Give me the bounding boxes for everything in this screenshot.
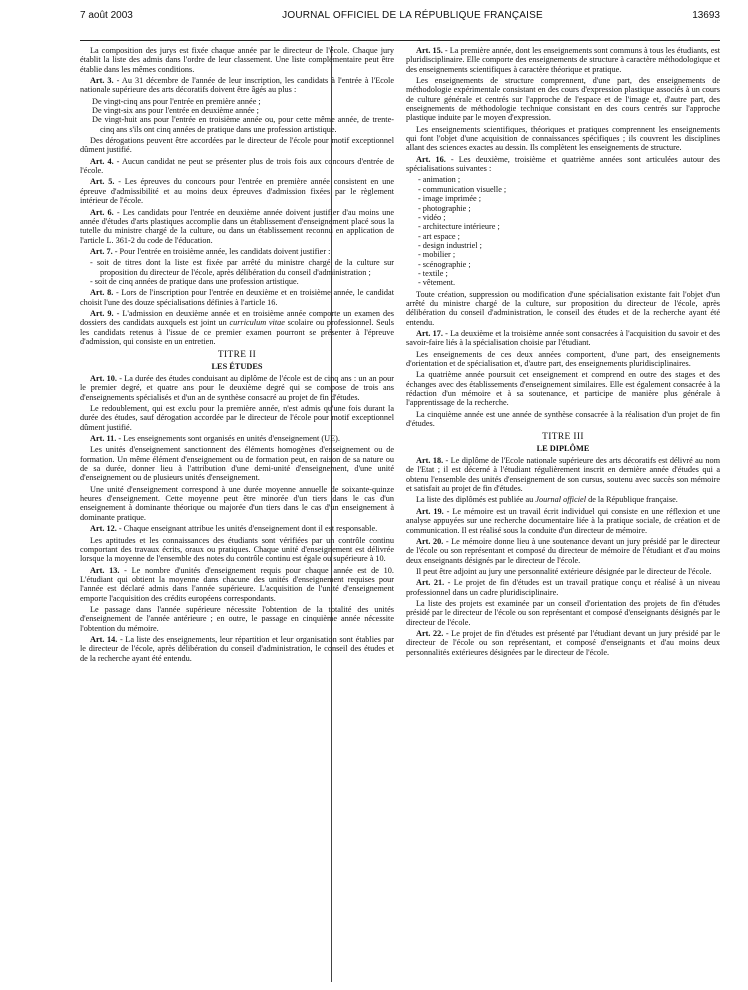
article-21	[406, 578, 720, 597]
article-number: Art. 20.	[416, 536, 444, 546]
article-text: - Les deuxième, troisième et quatrième années sont articulées autour des spécialisations suivantes :	[406, 154, 720, 174]
paragraph: Toute création, suppression ou modification d'une spécialisation existante fait l'objet d'un arrêté du ministre chargé de la culture, sur proposition du directeur de l'école, après délibération du conseil d'administration, le conseil des études et de la recherche ayant été entendu.	[406, 289, 720, 327]
justification-list	[80, 258, 394, 286]
article-text: - Le projet de fin d'études est présenté par l'étudiant devant un jury présidé par le directeur de l'école ou son représentant, et composé d'enseignants et d'au moins deux personnalités extérieures désignées par le directeur de l'école.	[406, 628, 720, 657]
article-3	[80, 76, 394, 95]
article-text: - La deuxième et la troisième année sont consacrées à l'acquisition du savoir et des savoir-faire liés à la spécialisation choisie par l'étudiant.	[406, 328, 720, 348]
italic-term: Journal officiel	[535, 495, 587, 505]
columns	[80, 46, 720, 990]
article-14	[80, 635, 394, 663]
article-number: Art. 12.	[90, 524, 117, 534]
paragraph: Les unités d'enseignement sanctionnent des éléments homogènes d'enseignement ou de formation. Un même élément d'enseignement ou de formation peut, en raison de sa nature ou de sa durée, donner lieu à l'attribution d'une demi-unité d'enseignement, d'une unité d'enseignement ou de plusieurs unités d'enseignement.	[80, 445, 394, 483]
article-number: Art. 6.	[90, 207, 114, 217]
article-number: Art. 10.	[90, 374, 117, 383]
article-10	[80, 374, 394, 402]
header-journal-title: JOURNAL OFFICIEL DE LA RÉPUBLIQUE FRANÇAISE	[282, 10, 543, 21]
article-11	[80, 434, 394, 443]
article-text: - Les épreuves du concours pour l'entrée en première année consistent en une épreuve d'admissibilité et au moins deux épreuves d'admission fixées par le règlement intérieur de l'école.	[80, 177, 395, 206]
article-text: - Chaque enseignant attribue les unités d'enseignement dont il est responsable.	[116, 524, 378, 534]
section-subtitle: LES ÉTUDES	[211, 361, 263, 371]
italic-term: curriculum vitae	[229, 318, 285, 328]
article-text: - Lors de l'inscription pour l'entrée en deuxième et en troisième année, le candidat choisit l'une des douze spécialisations définies à l'article 16.	[80, 288, 394, 307]
list-item: - photographie ;	[418, 203, 471, 213]
header-page-number: 13693	[692, 10, 720, 21]
paragraph: Une unité d'enseignement correspond à une durée moyenne annuelle de soixante-quinze heures d'enseignement. Cette moyenne peut être minorée d'un tiers dans le cas d'un enseignement à dominante théorique ou majorée d'un tiers dans le cas d'un enseignement à dominante pratique.	[80, 484, 394, 522]
article-number: Art. 17.	[416, 328, 443, 338]
paragraph: Le redoublement, qui est exclu pour la première année, n'est admis qu'une fois durant la durée des études, sauf dérogation accordée par le directeur de l'école pour motif exceptionnel dûment justifié.	[80, 404, 394, 432]
article-7	[80, 247, 394, 256]
article-text: - La première année, dont les enseignements sont communs à tous les étudiants, est pluridisciplinaire. Elle comporte des enseignements de structure à caractère méthodologique et des enseignements scientifiques à caractère théorique et pratique.	[406, 46, 720, 74]
paragraph-text: de la République française.	[586, 495, 678, 505]
section-title: TITRE III	[542, 432, 584, 443]
paragraph-text: La liste des diplômés est publiée au	[416, 495, 536, 505]
paragraph: Les enseignements scientifiques, théoriques et pratiques comprennent les enseignements qui font l'objet d'une acquisition de connaissances spécifiques ; ils couvrent les disciplines allant des sciences exactes au dessin. Ils complètent les enseignements de structure.	[406, 124, 720, 153]
article-19	[406, 507, 720, 535]
list-item: - vidéo ;	[418, 212, 446, 222]
list-item: - animation ;	[418, 175, 461, 185]
list-item: De vingt-cinq ans pour l'entrée en première année ;	[92, 96, 261, 106]
list-item: De vingt-huit ans pour l'entrée en troisième année ou, pour cette même année, de trente-cinq ans s'ils ont cinq années de pratique dans une profession artistique.	[92, 115, 394, 134]
article-20	[406, 537, 720, 565]
article-number: Art. 22.	[416, 628, 444, 638]
article-text: scolaire ou professionnel. Seuls les candidats retenus à l'issue de ce premier examen pourront se présenter à l'épreuve d'admission, qui consiste en un entretien.	[80, 318, 394, 346]
left-column	[80, 46, 394, 990]
article-text: - Les enseignements sont organisés en unités d'enseignement (UE).	[116, 434, 340, 444]
section-subtitle: LE DIPLÔME	[536, 443, 590, 453]
list-item: - textile ;	[418, 268, 448, 278]
article-text: - Le projet de fin d'études est un travail pratique conçu et réalisé à un niveau professionnel dans un cadre pluridisciplinaire.	[406, 578, 720, 597]
article-text: - La liste des enseignements, leur répartition et leur organisation sont établies par le directeur de l'école, après délibération du conseil d'administration, le conseil des études et de la recherche ayant été entendu.	[80, 634, 394, 663]
article-number: Art. 16.	[416, 154, 446, 164]
article-12	[80, 524, 394, 533]
list-item: - soit de titres dont la liste est fixée par arrêté du ministre chargé de la culture sur proposition du directeur de l'école, après délibération du conseil d'administration ;	[90, 258, 394, 277]
age-list	[80, 97, 394, 134]
article-number: Art. 15.	[416, 46, 443, 55]
list-item: - communication visuelle ;	[418, 184, 507, 194]
article-4	[80, 157, 394, 176]
paragraph: La cinquième année est une année de synthèse consacrée à la réalisation d'un projet de fin d'études.	[406, 409, 720, 429]
article-number: Art. 3.	[90, 76, 114, 86]
list-item: - design industriel ;	[418, 240, 482, 250]
article-6	[80, 208, 394, 245]
article-13	[80, 566, 394, 603]
article-text: - Au 31 décembre de l'année de leur inscription, les candidats à l'entrée à l'Ecole nationale supérieure des arts décoratifs doivent être âgés au plus :	[80, 76, 394, 95]
article-15	[406, 46, 720, 74]
article-number: Art. 13.	[90, 565, 120, 575]
list-item: - architecture intérieure ;	[418, 222, 500, 232]
section-title: TITRE II	[217, 350, 257, 361]
article-text: - Les candidats pour l'entrée en deuxième année doivent justifier d'au moins une année d'études d'arts plastiques accomplie dans un établissement d'enseignement placé sous la tutelle du ministre chargé de la culture, ou dans un établissement reconnu en application de l'article L. 361-2 du code de l'éducation.	[80, 207, 394, 245]
right-column	[406, 46, 720, 990]
list-item: De vingt-six ans pour l'entrée en deuxième année ;	[92, 106, 259, 116]
paragraph: Des dérogations peuvent être accordées par le directeur de l'école pour motif exceptionnel dûment justifié.	[80, 136, 394, 155]
article-number: Art. 21.	[416, 578, 445, 588]
article-text: - Le nombre d'unités d'enseignement requis pour chaque année est de 10. L'étudiant qui obtient la moyenne dans chacune des unités d'enseignement requises pour l'année est déclaré admis dans l'année supérieure. L'acquisition de l'unité d'enseignement emporte l'acquisition des crédits européens correspondants.	[80, 565, 394, 603]
article-5	[80, 177, 394, 205]
list-item: - mobilier ;	[418, 250, 456, 260]
article-text: - Le diplôme de l'Ecole nationale supérieure des arts décoratifs est délivré au nom de l'Etat ; il est décerné à l'étudiant régulièrement inscrit en dernière année d'études qui a obtenu l'ensemble des unités d'enseignement de son cursus, soutenu avec succès son mémoire et satisfait au projet de fin d'études.	[406, 456, 720, 494]
paragraph: Les enseignements de structure comprennent, d'une part, des enseignements de méthodologie expérimentale consistant en des cours d'expression plastique associés à un cours de culture générale et centrés sur l'approche de l'espace et de l'image et, d'autre part, des enseignements de méthodologie technique consistant en des cours centrés sur l'approche plastique induite par le moyen d'expression.	[406, 76, 720, 123]
list-item: - soit de cinq années de pratique dans une profession artistique.	[90, 276, 299, 286]
header-date: 7 août 2003	[80, 10, 133, 21]
paragraph: Les enseignements de ces deux années comportent, d'une part, des enseignements d'orientation et de spécialisation et, d'autre part, des enseignements pluridisciplinaires.	[406, 349, 720, 368]
article-text: - Le mémoire est un travail écrit individuel qui consiste en une réflexion et une analyse appuyées sur une recherche documentaire liée à la pratique sociale, de création et de communication. Il est réalisé sous la conduite d'un directeur de mémoire.	[406, 506, 720, 535]
article-8	[80, 288, 394, 307]
paragraph: La composition des jurys est fixée chaque année par le directeur de l'école. Chaque jury établit la liste des admis dans l'ordre de leur classement. Une liste complémentaire peut être établie dans les mêmes conditions.	[80, 46, 394, 74]
paragraph: Il peut être adjoint au jury une personnalité extérieure désignée par le directeur de l'école.	[416, 566, 712, 576]
article-number: Art. 19.	[416, 506, 444, 516]
article-22	[406, 629, 720, 657]
list-item: - art espace ;	[418, 231, 460, 241]
article-number: Art. 5.	[90, 177, 115, 187]
article-16	[406, 155, 720, 174]
specialisation-list	[406, 175, 720, 287]
paragraph: La quatrième année poursuit cet enseignement et comprend en outre des stages et des échanges avec des établissements d'enseignement similaires. Elle est également consacrée à la rédaction d'un mémoire et à sa soutenance, et participe de manière plus générale à l'apprentissage de la recherche.	[406, 370, 720, 408]
article-number: Art. 14.	[90, 634, 118, 644]
article-number: Art. 7.	[90, 246, 113, 256]
article-number: Art. 8.	[90, 288, 114, 298]
paragraph: Les aptitudes et les connaissances des étudiants sont vérifiées par un contrôle continu comportant des travaux écrits, oraux ou pratiques. Chaque unité d'enseignement est délivrée lorsque la moyenne de l'ensemble des notes du contrôle continu est égale ou supérieure à 10.	[80, 535, 394, 564]
article-text: - Pour l'entrée en troisième année, les candidats doivent justifier :	[112, 246, 331, 256]
article-17	[406, 329, 720, 348]
article-text: - L'admission en deuxième année et en troisième année comporte un examen des dossiers des candidats auxquels est joint un	[80, 308, 394, 328]
list-item: - scénographie ;	[418, 259, 471, 269]
article-text: - La durée des études conduisant au diplôme de l'école est de cinq ans : un an pour le premier degré, et quatre ans pour le deuxième degré qui se compose de trois ans d'enseignements spécialisés et d'un an de synthèse consacré au projet de fin d'études.	[80, 374, 394, 402]
article-number: Art. 11.	[90, 434, 117, 444]
paragraph: La liste des projets est examinée par un conseil d'orientation des projets de fin d'études présidé par le directeur de l'école ou son représentant et composé d'enseignants désignés par le directeur de l'école.	[406, 598, 720, 627]
list-item: - image imprimée ;	[418, 194, 481, 204]
article-text: - Le mémoire donne lieu à une soutenance devant un jury présidé par le directeur de l'école ou son représentant et composé du directeur de mémoire de l'étudiant et d'au moins deux enseignants désignés par le directeur de l'école.	[406, 536, 720, 565]
page-header	[80, 10, 720, 41]
article-18	[406, 456, 720, 493]
list-item: - vêtement.	[418, 278, 456, 288]
article-number: Art. 9.	[90, 308, 114, 318]
article-number: Art. 4.	[90, 156, 114, 166]
article-number: Art. 18.	[416, 456, 444, 466]
article-9	[80, 309, 394, 346]
article-text: - Aucun candidat ne peut se présenter plus de trois fois aux concours d'entrée de l'école.	[80, 156, 394, 176]
paragraph: Le passage dans l'année supérieure nécessite l'obtention de la totalité des unités d'enseignement de l'année antérieure ; en outre, le passage en cinquième année nécessite l'obtention du mémoire.	[80, 604, 394, 633]
paragraph	[406, 495, 720, 504]
